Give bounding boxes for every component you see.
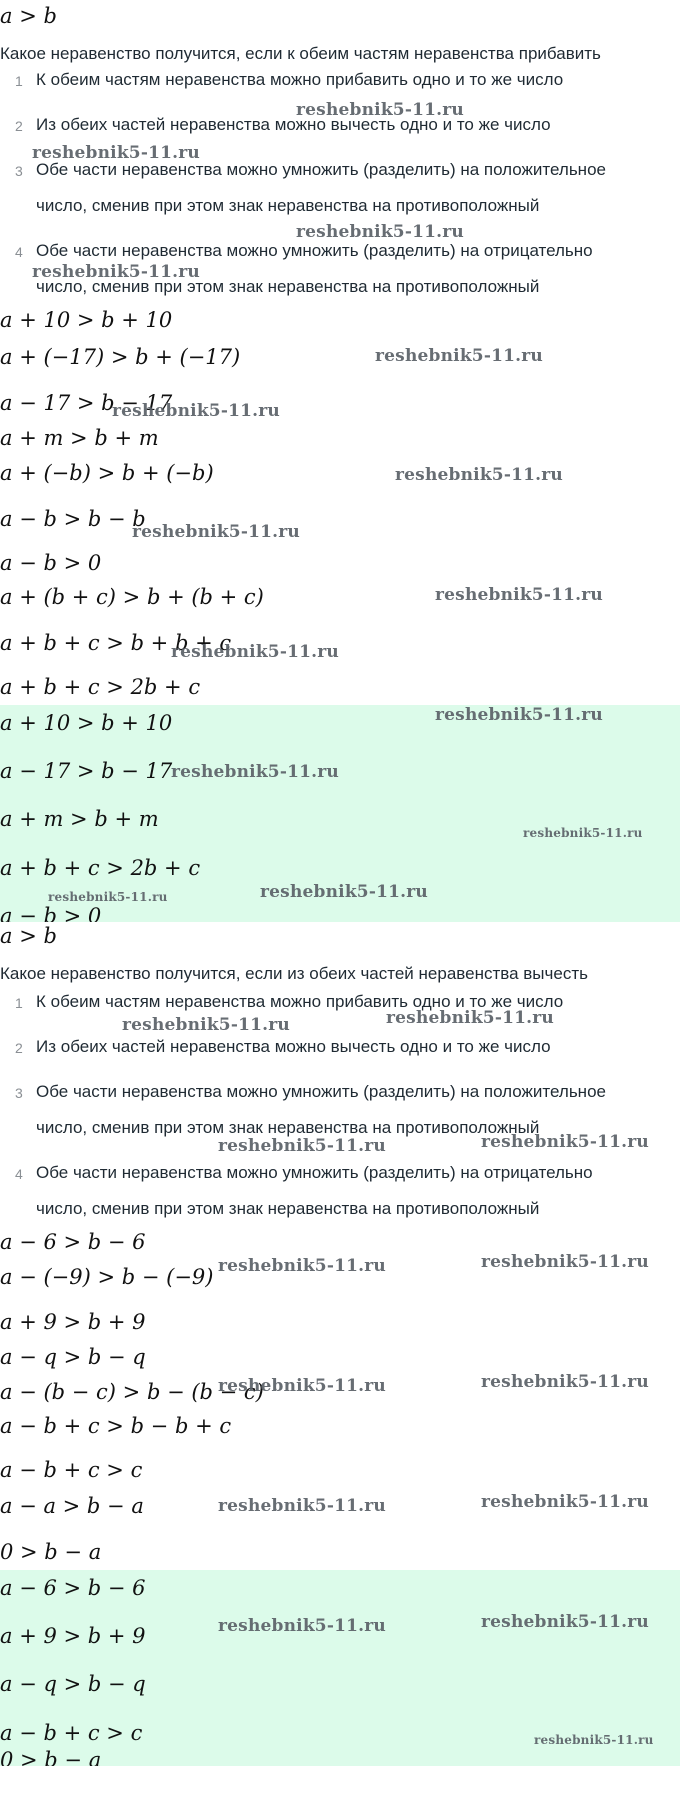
watermark: reshebnik5-11.ru (112, 401, 280, 421)
solution-step: 0 > b − a (0, 1540, 102, 1564)
answer-line: a + 9 > b + 9 (0, 1624, 146, 1648)
watermark: reshebnik5-11.ru (523, 826, 643, 840)
rule-text: число, сменив при этом знак неравенства на противоположный (36, 196, 540, 215)
given-inequality: a > b (0, 4, 57, 28)
question-text: Какое неравенство получится, если к обеим частям неравенства прибавить (0, 44, 601, 63)
watermark: reshebnik5-11.ru (435, 705, 603, 725)
watermark: reshebnik5-11.ru (48, 890, 168, 904)
watermark: reshebnik5-11.ru (218, 1616, 386, 1636)
watermark: reshebnik5-11.ru (481, 1132, 649, 1152)
watermark: reshebnik5-11.ru (534, 1733, 654, 1747)
solution-step: a − b > 0 (0, 551, 102, 575)
watermark: reshebnik5-11.ru (481, 1492, 649, 1512)
rule-text: Обе части неравенства можно умножить (разделить) на отрицательно (36, 1163, 593, 1182)
given-inequality: a > b (0, 924, 57, 948)
rule-number: 3 (15, 1085, 23, 1101)
solution-step: a − (b − c) > b − (b − c) (0, 1380, 264, 1404)
rule-number: 2 (15, 118, 23, 134)
solution-step: a − 6 > b − 6 (0, 1230, 146, 1254)
watermark: reshebnik5-11.ru (218, 1496, 386, 1516)
watermark: reshebnik5-11.ru (481, 1612, 649, 1632)
answer-line: 0 > b − a (0, 1748, 102, 1766)
rule-text: К обеим частям неравенства можно прибавить одно и то же число (36, 70, 564, 89)
rule-text: Обе части неравенства можно умножить (разделить) на отрицательно (36, 241, 593, 260)
rule-text: Обе части неравенства можно умножить (разделить) на положительное (36, 1082, 606, 1101)
solution-step: a + b + c > b + b + c (0, 631, 232, 655)
answer-line: a − b > 0 (0, 904, 102, 922)
watermark: reshebnik5-11.ru (132, 522, 300, 542)
watermark: reshebnik5-11.ru (260, 882, 428, 902)
watermark: reshebnik5-11.ru (32, 262, 200, 282)
solution-step: a + (b + c) > b + (b + c) (0, 585, 264, 609)
rule-text: Обе части неравенства можно умножить (разделить) на положительное (36, 160, 606, 179)
rule-number: 3 (15, 163, 23, 179)
answer-line: a − q > b − q (0, 1672, 146, 1696)
watermark: reshebnik5-11.ru (375, 346, 543, 366)
solution-step: a − b + c > b − b + c (0, 1414, 232, 1438)
solution-step: a + (−17) > b + (−17) (0, 345, 241, 369)
rule-number: 2 (15, 1040, 23, 1056)
watermark: reshebnik5-11.ru (218, 1136, 386, 1156)
rule-text: К обеим частям неравенства можно прибавить одно и то же число (36, 992, 564, 1011)
solution-step: a − (−9) > b − (−9) (0, 1265, 214, 1289)
answer-line: a − b + c > c (0, 1721, 143, 1745)
watermark: reshebnik5-11.ru (386, 1008, 554, 1028)
watermark: reshebnik5-11.ru (435, 585, 603, 605)
rule-text: число, сменив при этом знак неравенства на противоположный (36, 1118, 540, 1137)
watermark: reshebnik5-11.ru (122, 1015, 290, 1035)
watermark: reshebnik5-11.ru (32, 143, 200, 163)
solution-step: a − b > b − b (0, 507, 146, 531)
solution-step: a + 9 > b + 9 (0, 1310, 146, 1334)
solution-step: a − 17 > b − 17 (0, 391, 173, 415)
rule-text: число, сменив при этом знак неравенства на противоположный (36, 277, 540, 296)
rule-number: 1 (15, 995, 23, 1011)
solution-step: a − b + c > c (0, 1458, 143, 1482)
watermark: reshebnik5-11.ru (171, 762, 339, 782)
answer-line: a + m > b + m (0, 807, 159, 831)
rule-text: Из обеих частей неравенства можно вычесть одно и то же число (36, 115, 551, 134)
rule-number: 1 (15, 73, 23, 89)
rule-number: 4 (15, 244, 23, 260)
solution-step: a − a > b − a (0, 1494, 144, 1518)
rule-text: Из обеих частей неравенства можно вычесть одно и то же число (36, 1037, 551, 1056)
section-subtraction (0, 922, 680, 1820)
rule-text: число, сменив при этом знак неравенства на противоположный (36, 1199, 540, 1218)
watermark: reshebnik5-11.ru (218, 1256, 386, 1276)
watermark: reshebnik5-11.ru (171, 642, 339, 662)
watermark: reshebnik5-11.ru (481, 1252, 649, 1272)
solution-step: a − q > b − q (0, 1345, 146, 1369)
solution-step: a + b + c > 2b + c (0, 675, 201, 699)
watermark: reshebnik5-11.ru (395, 465, 563, 485)
question-text: Какое неравенство получится, если из обеих частей неравенства вычесть (0, 964, 588, 983)
solution-step: a + m > b + m (0, 426, 159, 450)
watermark: reshebnik5-11.ru (296, 222, 464, 242)
solution-step: a + 10 > b + 10 (0, 308, 173, 332)
answer-line: a + b + c > 2b + c (0, 856, 201, 880)
watermark: reshebnik5-11.ru (481, 1372, 649, 1392)
answer-line: a − 6 > b − 6 (0, 1576, 146, 1600)
answer-line: a + 10 > b + 10 (0, 711, 173, 735)
rule-number: 4 (15, 1166, 23, 1182)
watermark: reshebnik5-11.ru (296, 100, 464, 120)
answer-line: a − 17 > b − 17 (0, 759, 173, 783)
solution-step: a + (−b) > b + (−b) (0, 461, 214, 485)
watermark: reshebnik5-11.ru (218, 1376, 386, 1396)
